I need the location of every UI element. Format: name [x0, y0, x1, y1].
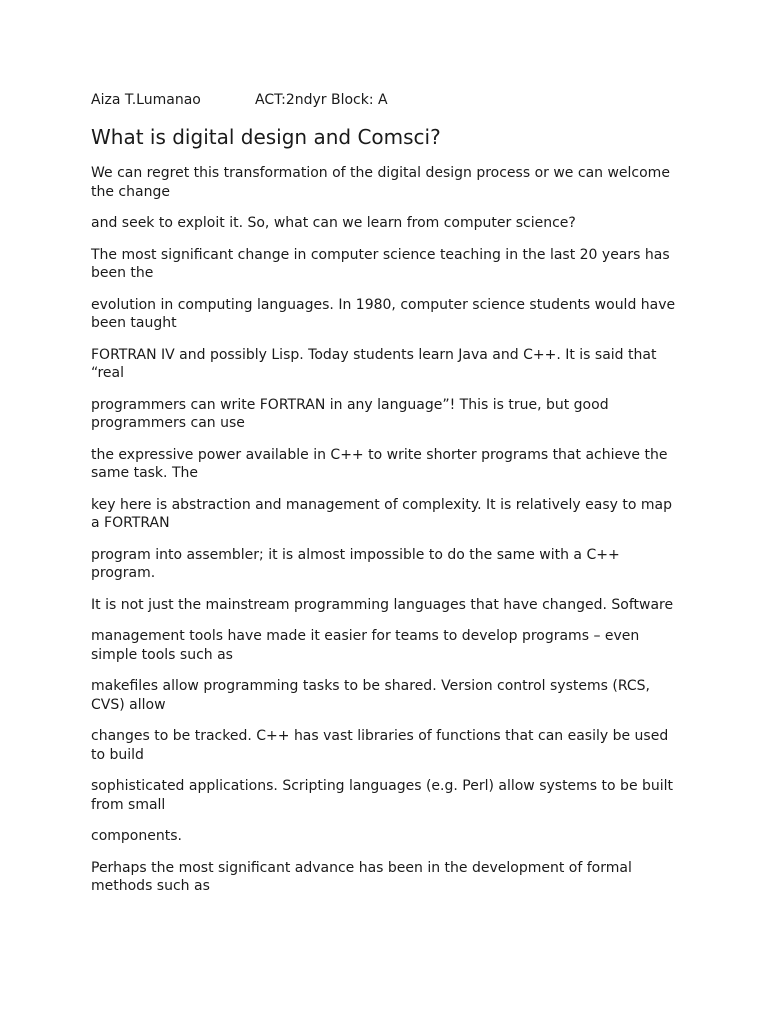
paragraph: program into assembler; it is almost impossible to do the same with a C++ program.: [91, 546, 620, 581]
paragraph: the expressive power available in C++ to write shorter programs that achieve the same task. The: [91, 446, 668, 481]
paragraph: evolution in computing languages. In 1980, computer science students would have been taught: [91, 296, 676, 331]
class-section: ACT:2ndyr Block: A: [255, 92, 388, 108]
paragraph: changes to be tracked. C++ has vast libraries of functions that can easily be used to build: [91, 728, 669, 763]
paragraph: We can regret this transformation of the digital design process or we can welcome the change: [91, 165, 670, 200]
paragraph: makefiles allow programming tasks to be shared. Version control systems (RCS, CVS) allow: [91, 678, 650, 713]
paragraph: The most significant change in computer science teaching in the last 20 years has been the: [91, 246, 670, 281]
paragraph: sophisticated applications. Scripting languages (e.g. Perl) allow systems to be built from small: [91, 778, 674, 813]
paragraph: Perhaps the most significant advance has been in the development of formal methods such as: [91, 859, 632, 894]
paragraph: FORTRAN IV and possibly Lisp. Today students learn Java and C++. It is said that “real: [91, 346, 657, 381]
paragraph: and seek to exploit it. So, what can we learn from computer science?: [91, 215, 576, 231]
document-body: [91, 164, 681, 909]
paragraph: key here is abstraction and management of complexity. It is relatively easy to map a FORTRAN: [91, 496, 672, 531]
author-name: Aiza T.Lumanao: [91, 92, 201, 108]
paragraph: components.: [91, 828, 182, 844]
paragraph: management tools have made it easier for teams to develop programs – even simple tools such as: [91, 628, 640, 663]
document-header: [91, 92, 388, 109]
document-title: What is digital design and Comsci?: [91, 125, 441, 149]
paragraph: programmers can write FORTRAN in any language”! This is true, but good programmers can use: [91, 396, 609, 431]
paragraph: It is not just the mainstream programming languages that have changed. Software: [91, 596, 674, 613]
